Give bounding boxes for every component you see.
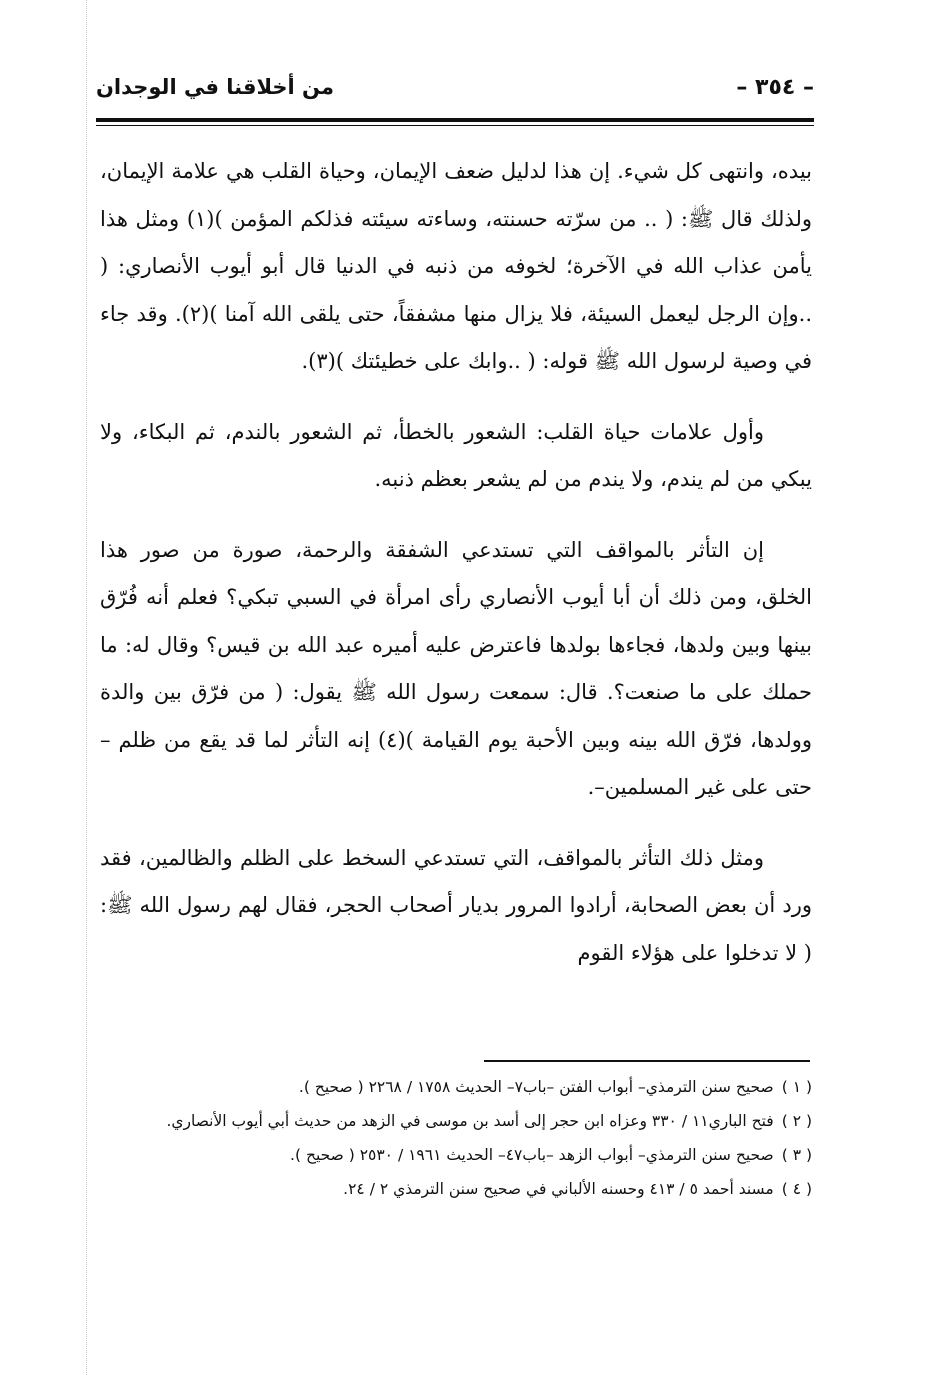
footnote-text: صحيح سنن الترمذي– أبواب الزهد –باب٤٧– الحديث ١٩٦١ / ٢٥٣٠ ( صحيح ). — [290, 1146, 774, 1164]
paragraph: وأول علامات حياة القلب: الشعور بالخطأ، ثم الشعور بالندم، ثم البكاء، ولا يبكي من لم يندم، ولا يندم من لم يشعر بعظم ذنبه. — [100, 419, 812, 491]
main-text — [100, 148, 812, 1000]
footnote — [108, 1104, 812, 1138]
footnote — [108, 1070, 812, 1104]
page-header — [96, 62, 814, 112]
footnote — [108, 1172, 812, 1206]
header-rule-thin — [96, 125, 814, 126]
footnote — [108, 1138, 812, 1172]
header-rule-thick — [96, 118, 814, 122]
paragraph: إن التأثر بالمواقف التي تستدعي الشفقة والرحمة، صورة من صور هذا الخلق، ومن ذلك أن أبا أيوب الأنصاري رأى امرأة في السبي تبكي؟ فعلم أنه فُرّق بينها وبين ولدها، فجاءها بولدها فاعترض عليه أميره عبد الله بن قيس؟ وقال له: ما حملك على ما صنعت؟. قال: سمعت رسول الله ﷺ يقول: ( من فرّق بين والدة وولدها، فرّق الله بينه وبين الأحبة يوم القيامة )(٤) إنه التأثر لما قد يقع من ظلم –حتى على غير المسلمين–. — [100, 537, 813, 799]
paragraph: ومثل ذلك التأثر بالمواقف، التي تستدعي السخط على الظلم والظالمين، فقد ورد أن بعض الصحابة، أرادوا المرور بديار أصحاب الحجر، فقال لهم رسول الله ﷺ: ( لا تدخلوا على هؤلاء القوم — [100, 845, 812, 965]
paragraph: بيده، وانتهى كل شيء. إن هذا لدليل ضعف الإيمان، وحياة القلب هي علامة الإيمان، ولذلك قال ﷺ: ( .. من سرّته حسنته، وساءته سيئته فذلكم المؤمن )(١) ومثل هذا يأمن عذاب الله في الآخرة؛ لخوفه من ذنبه في الدنيا قال أبو أيوب الأنصاري: ( ..وإن الرجل ليعمل السيئة، فلا يزال منها مشفقاً، حتى يلقى الله آمنا )(٢). وقد جاء في وصية لرسول الله ﷺ قوله: ( ..وابك على خطيئتك )(٣). — [100, 159, 812, 373]
footnote-text: فتح الباري١١ / ٣٣٠ وعزاه ابن حجر إلى أسد بن موسى في الزهد من حديث أبي أيوب الأنصاري. — [166, 1112, 774, 1130]
footnotes — [108, 1070, 812, 1206]
page-number: – ٣٥٤ – — [736, 74, 814, 100]
running-title: من أخلاقنا في الوجدان — [96, 75, 334, 99]
footnote-number: ( ٣ ) — [781, 1146, 812, 1164]
footnote-text: مسند أحمد ٥ / ٤١٣ وحسنه الألباني في صحيح سنن الترمذي ٢ / ٢٤. — [343, 1180, 774, 1198]
footnote-text: صحيح سنن الترمذي– أبواب الفتن –باب٧– الحديث ١٧٥٨ / ٢٢٦٨ ( صحيح ). — [298, 1078, 774, 1096]
scan-margin-guide — [86, 0, 87, 1375]
footnote-separator — [484, 1060, 810, 1062]
footnote-number: ( ١ ) — [781, 1078, 812, 1096]
footnote-number: ( ٢ ) — [781, 1112, 812, 1130]
footnote-number: ( ٤ ) — [781, 1180, 812, 1198]
